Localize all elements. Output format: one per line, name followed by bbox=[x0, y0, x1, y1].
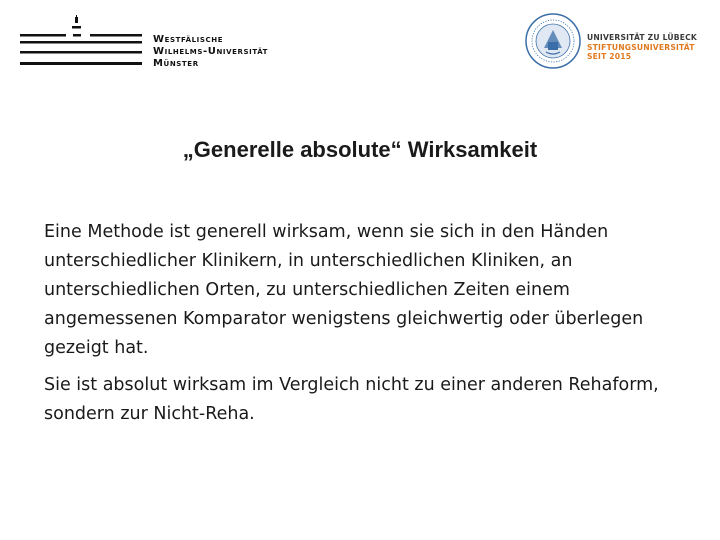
slide-body bbox=[44, 218, 684, 437]
university-seal-icon bbox=[524, 12, 582, 70]
wwu-emblem-icon bbox=[20, 14, 142, 70]
slide-title: „Generelle absolute“ Wirksamkeit bbox=[182, 137, 538, 162]
luebeck-subtitle: STIFTUNGSUNIVERSITÄT bbox=[587, 42, 695, 52]
wwu-line-3: Münster bbox=[153, 58, 199, 69]
luebeck-name: UNIVERSITÄT ZU LÜBECK bbox=[587, 33, 697, 42]
wwu-wordmark bbox=[153, 34, 268, 70]
luebeck-wordmark bbox=[587, 33, 697, 62]
paragraph-1: Eine Methode ist generell wirksam, wenn sie sich in den Händen unterschiedlicher Klinikern, in unterschiedlichen Kliniken, an unterschiedlichen Orten, zu unterschiedlichen Zeiten einem angemessenen Komparator wenigstens gleichwertig oder überlegen gezeigt hat. bbox=[44, 222, 644, 358]
paragraph-2: Sie ist absolut wirksam im Vergleich nicht zu einer anderen Rehaform, sondern zur Nicht-Reha. bbox=[44, 375, 659, 424]
wwu-line-2: Wilhelms-Universität bbox=[153, 46, 269, 57]
wwu-logo bbox=[20, 14, 270, 70]
wwu-line-1: Westfälische bbox=[153, 34, 224, 45]
luebeck-logo bbox=[524, 12, 720, 72]
luebeck-year: SEIT 2015 bbox=[587, 52, 632, 61]
